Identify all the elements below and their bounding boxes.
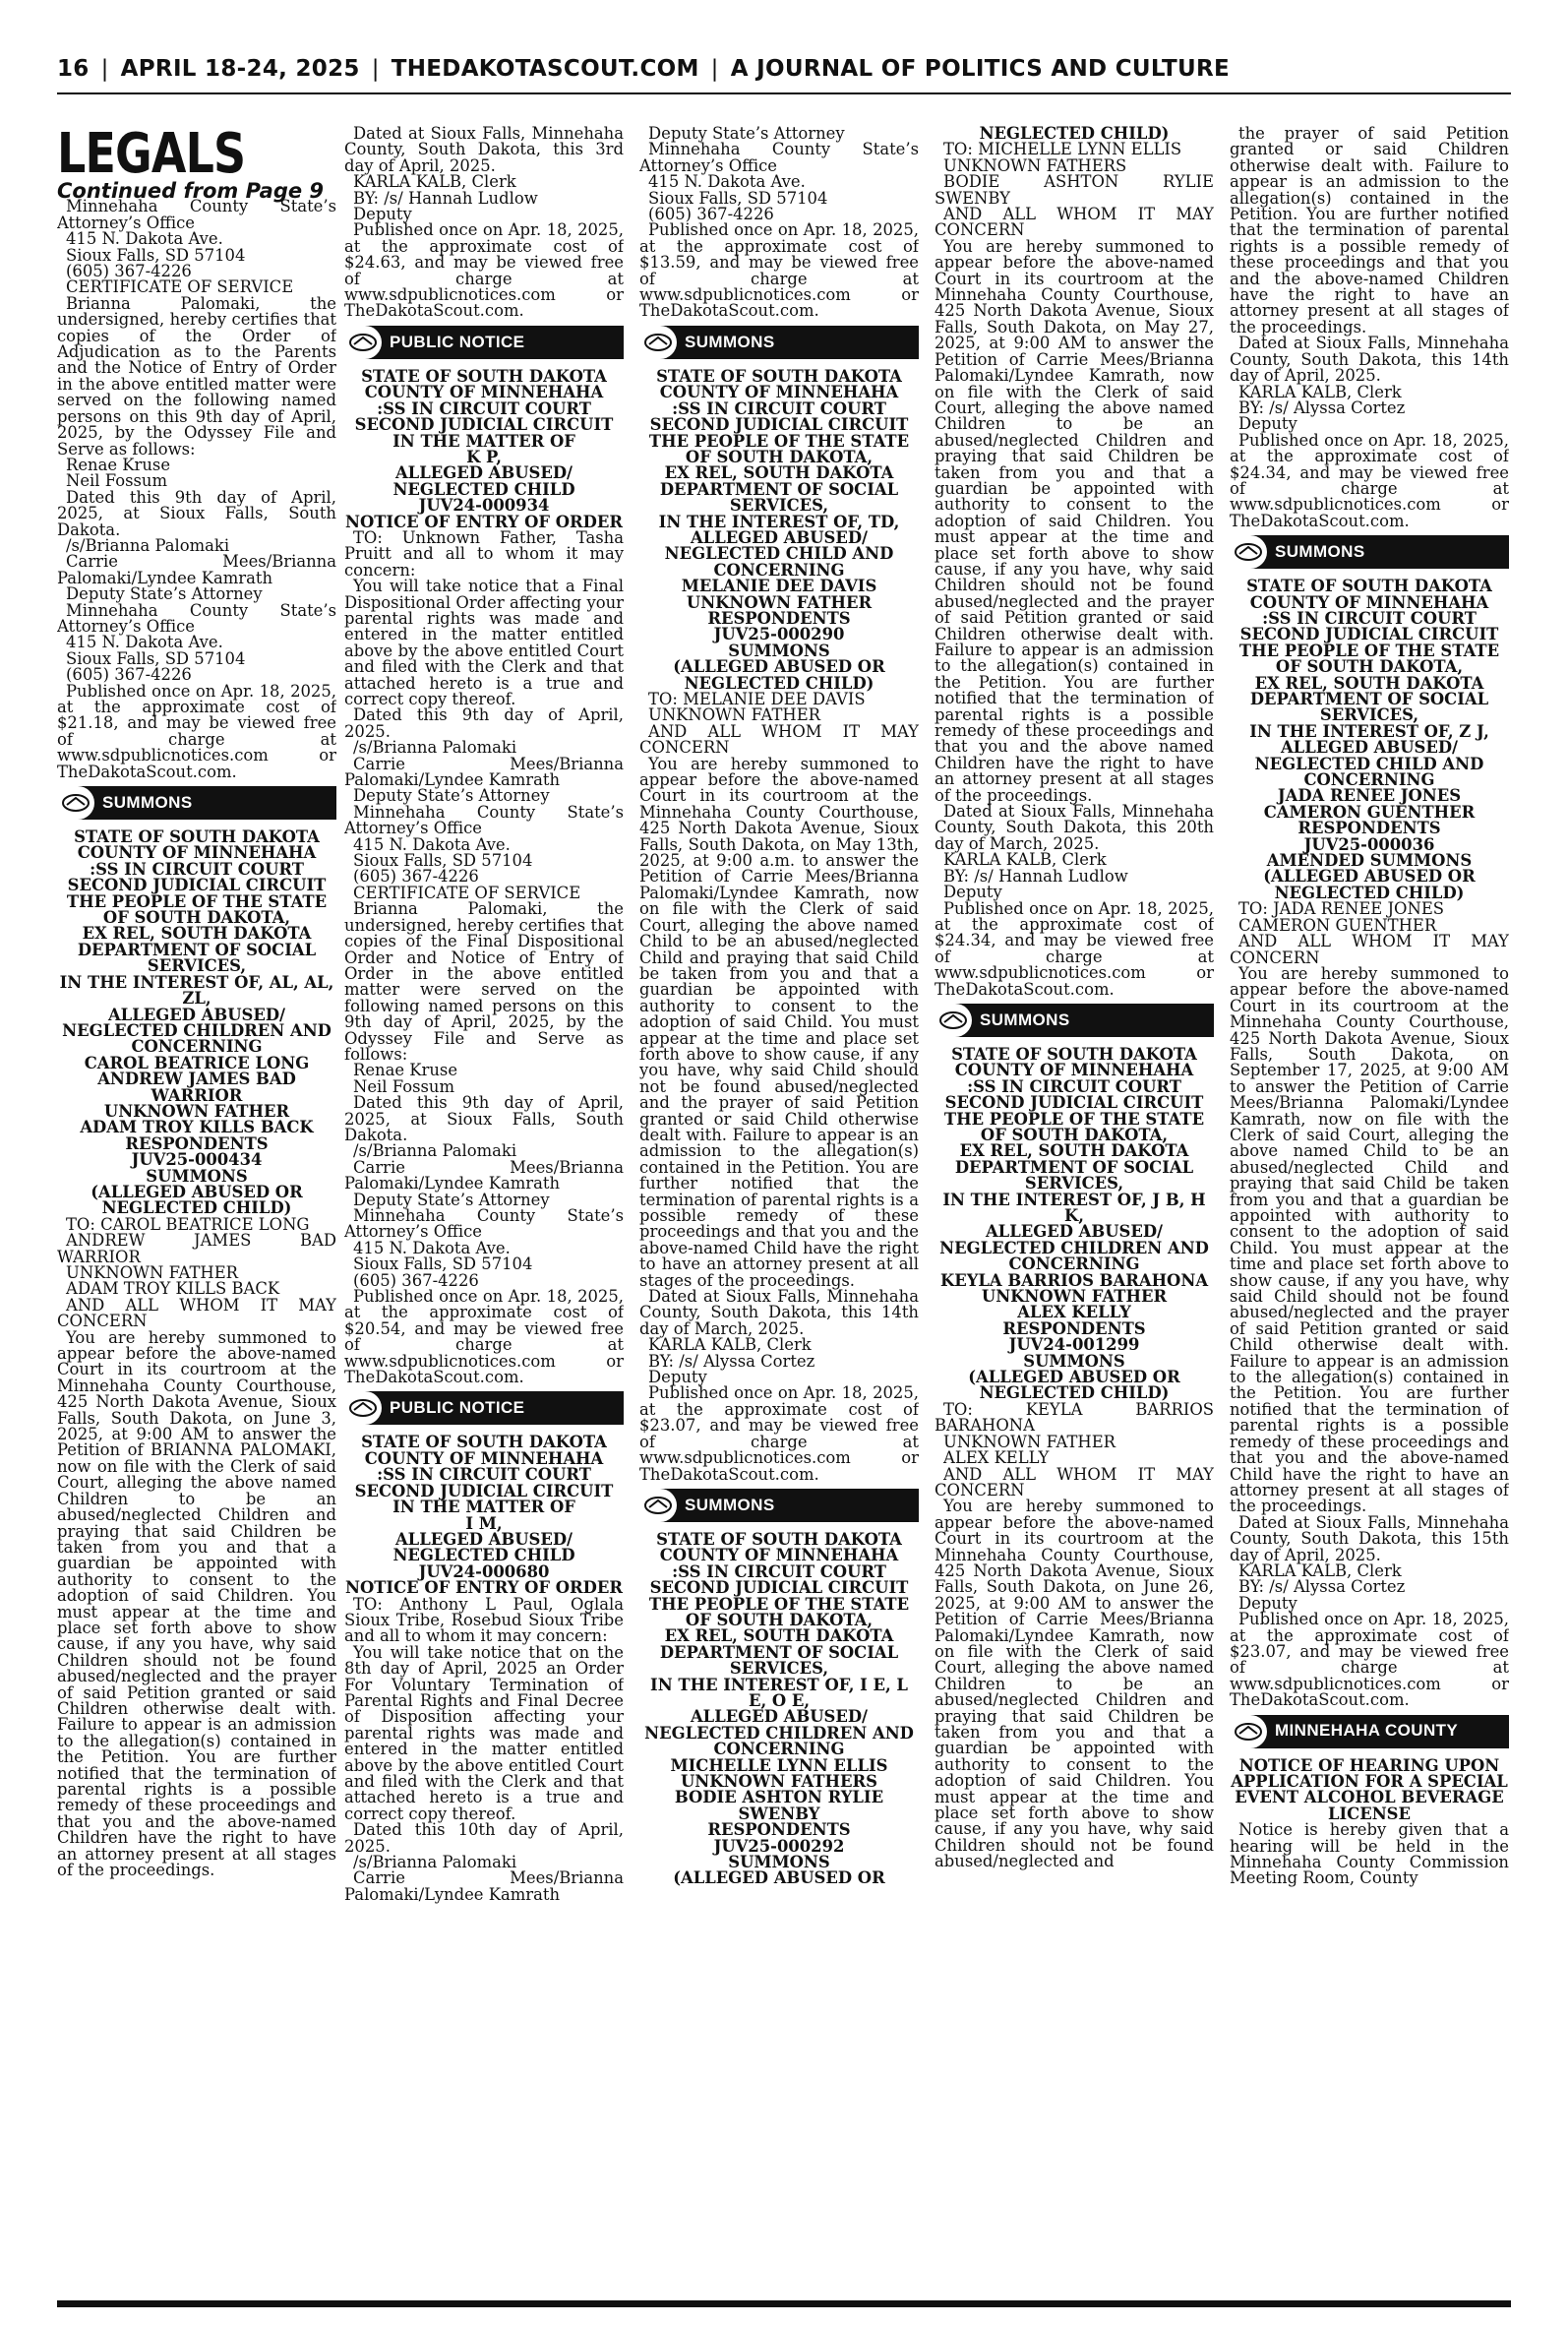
scout-logo-icon — [344, 1391, 382, 1425]
notice-paragraph: Deputy State’s Attorney — [648, 126, 845, 143]
summons-banner — [639, 326, 919, 359]
caption-line: (ALLEGED ABUSED OR NEGLECTED CHILD) — [673, 657, 885, 693]
banner-label: PUBLIC NOTICE — [390, 1398, 525, 1418]
notice-paragraph: Dated this 9th day of April, 2025. — [344, 705, 624, 741]
banner-label: SUMMONS — [102, 792, 193, 812]
caption-line: STATE OF SOUTH DAKOTA — [951, 1044, 1197, 1064]
caption-line: CAMERON GUENTHER — [1263, 802, 1476, 822]
notice-paragraph: Dated this 10th day of April, 2025. — [344, 1820, 624, 1856]
notice-paragraph: Dated this 9th day of April, 2025, at Sioux Falls, South Dakota. — [344, 1093, 624, 1144]
minnehaha-county-banner — [1230, 1715, 1509, 1748]
notice-paragraph: Dated at Sioux Falls, Minnehaha County, South Dakota, this 15th day of April, 2025. — [1230, 1512, 1509, 1564]
caption-line: COUNTY OF MINNEHAHA — [77, 843, 317, 863]
notice-paragraph: 415 N. Dakota Ave. — [66, 633, 223, 652]
caption-line: RESPONDENTS — [1002, 1318, 1146, 1338]
header-separator: | — [710, 56, 719, 82]
caption-line: :SS IN CIRCUIT COURT — [672, 398, 886, 418]
issue-date: APRIL 18-24, 2025 — [120, 56, 360, 82]
notice-paragraph: KARLA KALB, Clerk — [943, 850, 1107, 870]
notice-paragraph: Dated this 9th day of April, 2025, at Sioux Falls, South Dakota. — [57, 487, 336, 539]
caption-line: ADAM TROY KILLS BACK — [80, 1118, 314, 1137]
footer-rule — [57, 2300, 1511, 2307]
notice-caption — [639, 366, 919, 693]
caption-line: SUMMONS — [146, 1166, 248, 1186]
notice-paragraph: ANDREW JAMES BAD WARRIOR — [57, 1231, 336, 1266]
notice-paragraph: Published once on Apr. 18, 2025, at the approximate cost of $24.63, and may be viewed free of charge at www.sdpublicnotices.com or TheDakotaScout.com. — [344, 220, 624, 321]
notice-paragraph: Carrie Mees/Brianna Palomaki/Lyndee Kamrath — [57, 552, 336, 587]
notice-paragraph: Carrie Mees/Brianna Palomaki/Lyndee Kamrath — [344, 1157, 624, 1193]
notice-paragraph: BY: /s/ Hannah Ludlow — [353, 188, 538, 208]
notice-paragraph: Minnehaha County State’s Attorney’s Office — [639, 140, 919, 175]
public-notice-banner — [344, 326, 624, 359]
notice-paragraph: BY: /s/ Alyssa Cortez — [1238, 398, 1406, 417]
notice-paragraph: BODIE ASHTON RYLIE SWENBY — [935, 172, 1214, 208]
notice-paragraph: You are hereby summoned to appear before the above-named Court in its courtroom at the Minnehaha County Courthouse, 425 North Dakota Avenue, Sioux Falls, South Dakota, on June 3, 2025, at 9:00 AM to answer the Petition of BRIANNA PALOMAKI, now on file with the Clerk of said Court, alleging the above named Children to be an abused/neglected Children and praying that said Children be taken from you and that a guardian be appointed with authority to consent to the adoption of said Children. You must appear at the time and place set forth above to show cause, if any you have, why said Children should not be found abused/neglected and the prayer of said Petition granted or said Children otherwise dealt with. Failure to appear is an admission to the allegation(s) contained in the Petition. You are further notified that the termination of parental rights is a possible remedy of these proceedings and that you and the above-named Children have the right to have an attorney present at all stages of the proceedings. — [57, 1327, 336, 1880]
scout-logo-icon — [639, 1489, 677, 1522]
notice-paragraph: Renae Kruse — [353, 1061, 458, 1080]
notice-paragraph: Renae Kruse — [66, 455, 171, 474]
column-2 — [344, 126, 624, 2291]
notice-paragraph: AND ALL WHOM IT MAY CONCERN — [935, 1464, 1214, 1499]
notice-paragraph: Deputy — [1238, 1593, 1297, 1613]
summons-banner — [639, 1489, 919, 1522]
column-5 — [1230, 126, 1509, 2291]
notice-paragraph: BY: /s/ Hannah Ludlow — [943, 866, 1128, 886]
notice-paragraph: Dated at Sioux Falls, Minnehaha County, South Dakota, this 14th day of April, 2025. — [1230, 334, 1509, 386]
caption-line: NEGLECTED CHILD) — [979, 126, 1170, 143]
caption-line: THE PEOPLE OF THE STATE OF SOUTH DAKOTA, — [66, 891, 328, 928]
caption-line: (ALLEGED ABUSED OR NEGLECTED CHILD) — [968, 1368, 1180, 1403]
caption-line: RESPONDENTS — [707, 608, 851, 628]
notice-body — [639, 692, 919, 1483]
caption-line: JUV24-001299 — [1008, 1335, 1140, 1355]
notice-body — [1230, 1822, 1509, 1887]
notice-caption — [1230, 1755, 1509, 1823]
notice-paragraph: (605) 367-4226 — [66, 665, 192, 685]
caption-line: CAROL BEATRICE LONG — [84, 1053, 310, 1072]
caption-line: :SS IN CIRCUIT COURT — [672, 1561, 886, 1581]
notice-paragraph: 415 N. Dakota Ave. — [353, 834, 511, 854]
caption-line: IN THE INTEREST OF, TD, — [658, 512, 900, 531]
section-subtitle: Continued from Page 9 — [57, 179, 325, 203]
notice-body — [639, 126, 919, 320]
notice-body — [57, 199, 336, 780]
caption-line: (ALLEGED ABUSED OR NEGLECTED CHILD) — [90, 1182, 303, 1218]
caption-line: SUMMONS — [728, 1853, 830, 1872]
caption-line: SUMMONS — [1023, 1351, 1125, 1371]
notice-paragraph: Deputy State’s Attorney — [353, 1190, 550, 1209]
scout-logo-icon — [639, 326, 677, 359]
summons-banner — [57, 786, 336, 820]
notice-paragraph: BY: /s/ Alyssa Cortez — [648, 1351, 815, 1371]
notice-paragraph: (605) 367-4226 — [353, 1270, 479, 1290]
notice-paragraph: UNKNOWN FATHER — [943, 1432, 1116, 1451]
notice-body — [344, 126, 624, 320]
notice-paragraph: KARLA KALB, Clerk — [353, 172, 516, 192]
notice-paragraph: Sioux Falls, SD 57104 — [66, 648, 246, 668]
caption-line: RESPONDENTS — [1297, 819, 1441, 838]
notice-paragraph: /s/Brianna Palomaki — [353, 1853, 517, 1872]
notice-body — [935, 142, 1214, 998]
caption-line: COUNTY OF MINNEHAHA — [364, 383, 604, 402]
notice-paragraph: CERTIFICATE OF SERVICE — [66, 277, 294, 297]
notice-paragraph: KARLA KALB, Clerk — [1238, 382, 1402, 401]
scout-logo-icon — [344, 326, 382, 359]
caption-line: :SS IN CIRCUIT COURT — [90, 859, 304, 879]
caption-line: JUV25-000036 — [1303, 834, 1435, 854]
caption-line: IN THE MATTER OF — [392, 431, 575, 451]
banner-label: SUMMONS — [685, 1495, 775, 1514]
caption-line: EX REL, SOUTH DAKOTA DEPARTMENT OF SOCIAL SERVICES, — [954, 1141, 1194, 1193]
caption-line: (ALLEGED ABUSED OR NEGLECTED CHILD) — [1263, 867, 1476, 902]
caption-line: STATE OF SOUTH DAKOTA — [74, 827, 320, 847]
notice-paragraph: You are hereby summoned to appear before the above-named Court in its courtroom at the Minnehaha County Courthouse, 425 North Dakota Avenue, Sioux Falls, South Dakota, on September 17, 2025, at 9:00 AM to answer the Petition of Carrie Mees/Brianna Palomaki/Lyndee Kamrath, now on file with the Clerk of said Court, alleging the above named Child to be an abused/neglected Child and praying that said Child be taken from you and that a guardian be appointed with authority to consent to the adoption of said Child. You must appear at the time and place set forth above to show cause, if any you have, why said Child should not be found abused/neglected and the prayer of said Petition granted or said Child otherwise dealt with. Failure to appear is an admission to the allegation(s) contained in the Petition. You are further notified that the termination of parental rights is a possible remedy of these proceedings and that you and the above-named Child have the right to have an attorney present at all stages of the proceedings. — [1230, 963, 1509, 1516]
caption-line: ALLEGED ABUSED/ NEGLECTED CHILDREN AND CONCERNING — [644, 1707, 914, 1759]
caption-line: JADA RENEE JONES — [1277, 786, 1462, 806]
notice-caption — [1230, 579, 1509, 901]
notice-paragraph: 415 N. Dakota Ave. — [648, 172, 806, 192]
notice-paragraph: Dated at Sioux Falls, Minnehaha County, South Dakota, this 14th day of March, 2025. — [639, 1287, 919, 1338]
notice-paragraph: /s/Brianna Palomaki — [353, 738, 517, 758]
notice-body — [344, 1594, 624, 1904]
caption-line: K P, — [466, 447, 502, 466]
notice-paragraph: (605) 367-4226 — [66, 262, 192, 281]
caption-line: ALLEGED ABUSED/ NEGLECTED CHILDREN AND CONCERNING — [62, 1005, 332, 1057]
banner-label: PUBLIC NOTICE — [390, 332, 525, 351]
notice-paragraph: TO: MELANIE DEE DAVIS — [648, 690, 866, 708]
caption-line: THE PEOPLE OF THE STATE OF SOUTH DAKOTA, — [648, 1594, 910, 1629]
caption-line: SECOND JUDICIAL CIRCUIT — [354, 1481, 614, 1500]
notice-body — [57, 1214, 336, 1880]
caption-line: UNKNOWN FATHER — [981, 1287, 1168, 1307]
section-title: LEGALS — [57, 126, 246, 186]
caption-line: KEYLA BARRIOS BARAHONA — [939, 1270, 1209, 1290]
notice-paragraph: You will take notice that on the 8th day of April, 2025 an Order For Voluntary Termination of Parental Rights and Final Decree of Disposition affecting your parental rights was made and entered in the matter entitled above by the above entitled Court and filed with the Clerk and that attached hereto is a true and correct copy thereof. — [344, 1642, 624, 1823]
page-number: 16 — [57, 56, 90, 82]
caption-line: ANDREW JAMES BAD WARRIOR — [97, 1070, 296, 1105]
scout-logo-icon — [1230, 535, 1267, 569]
caption-line: :SS IN CIRCUIT COURT — [377, 398, 591, 418]
caption-line: COUNTY OF MINNEHAHA — [954, 1061, 1194, 1080]
notice-paragraph: Deputy — [943, 883, 1002, 902]
notice-paragraph: Sioux Falls, SD 57104 — [353, 1254, 533, 1274]
notice-paragraph: BY: /s/ Alyssa Cortez — [1238, 1577, 1406, 1597]
notice-paragraph: TO: CAROL BEATRICE LONG — [66, 1214, 310, 1234]
notice-paragraph: 415 N. Dakota Ave. — [66, 229, 223, 249]
caption-line: EX REL, SOUTH DAKOTA DEPARTMENT OF SOCIAL SERVICES, — [1249, 673, 1489, 725]
caption-line: MICHELLE LYNN ELLIS — [670, 1755, 888, 1775]
notice-paragraph: Minnehaha County State’s Attorney’s Office — [344, 1206, 624, 1242]
notice-paragraph: Sioux Falls, SD 57104 — [648, 188, 828, 208]
public-notice-banner — [344, 1391, 624, 1425]
caption-line: BODIE ASHTON RYLIE SWENBY — [674, 1788, 884, 1823]
notice-paragraph: Published once on Apr. 18, 2025, at the approximate cost of $13.59, and may be viewed free of charge at www.sdpublicnotices.com or TheDakotaScout.com. — [639, 220, 919, 321]
caption-line: COUNTY OF MINNEHAHA — [659, 383, 899, 402]
caption-line: RESPONDENTS — [707, 1820, 851, 1840]
notice-paragraph: Published once on Apr. 18, 2025, at the approximate cost of $20.54, and may be viewed free of charge at www.sdpublicnotices.com or TheDakotaScout.com. — [344, 1287, 624, 1387]
notice-caption — [935, 1044, 1214, 1403]
caption-line: JUV25-000292 — [713, 1836, 845, 1856]
notice-paragraph: KARLA KALB, Clerk — [648, 1335, 812, 1355]
caption-line: THE PEOPLE OF THE STATE OF SOUTH DAKOTA, — [1238, 641, 1500, 677]
caption-line: STATE OF SOUTH DAKOTA — [1246, 577, 1492, 596]
site-name: THEDAKOTASCOUT.COM — [391, 56, 699, 82]
notice-paragraph: AND ALL WHOM IT MAY CONCERN — [935, 205, 1214, 240]
caption-line: COUNTY OF MINNEHAHA — [364, 1448, 604, 1468]
notice-paragraph: Deputy — [1238, 414, 1297, 434]
caption-line: IN THE INTEREST OF, J B, H K, — [942, 1190, 1206, 1225]
caption-line: (ALLEGED ABUSED OR — [673, 1868, 885, 1888]
notice-paragraph: UNKNOWN FATHER — [66, 1263, 238, 1282]
summons-banner — [935, 1004, 1214, 1037]
notice-paragraph: Deputy State’s Attorney — [353, 786, 550, 806]
caption-line: JUV24-000680 — [418, 1561, 550, 1581]
notice-caption — [57, 829, 336, 1217]
banner-label: SUMMONS — [1275, 541, 1365, 561]
notice-paragraph: UNKNOWN FATHERS — [943, 155, 1127, 175]
header-rule — [57, 92, 1511, 94]
caption-line: I M, — [465, 1513, 503, 1533]
caption-line: RESPONDENTS — [125, 1133, 269, 1153]
notice-paragraph: TO: KEYLA BARRIOS BARAHONA — [935, 1399, 1214, 1436]
caption-line: NOTICE OF ENTRY OF ORDER — [344, 512, 624, 531]
caption-line: JUV24-000934 — [418, 496, 550, 516]
caption-line: ALLEGED ABUSED/ NEGLECTED CHILD — [392, 463, 575, 499]
caption-line: THE PEOPLE OF THE STATE OF SOUTH DAKOTA, — [648, 431, 910, 466]
notice-paragraph: Sioux Falls, SD 57104 — [66, 245, 246, 265]
caption-line: SECOND JUDICIAL CIRCUIT — [1239, 625, 1499, 644]
notice-paragraph: Carrie Mees/Brianna Palomaki/Lyndee Kamrath — [344, 1868, 624, 1904]
notice-paragraph: Brianna Palomaki, the undersigned, hereby certifies that copies of the Order of Adjudication as to the Parents and the Notice of Entry of Order in the above entitled matter were served on the following named persons on this 9th day of April, 2025, by the Odyssey File and Serve as follows: — [57, 293, 336, 459]
caption-line: ALLEGED ABUSED/ NEGLECTED CHILD — [392, 1529, 575, 1565]
notice-body — [344, 527, 624, 1387]
column-1 — [57, 126, 336, 2291]
caption-line: EX REL, SOUTH DAKOTA DEPARTMENT OF SOCIAL SERVICES, — [659, 1626, 899, 1679]
caption-line: ALLEGED ABUSED/ NEGLECTED CHILDREN AND CONCERNING — [939, 1222, 1209, 1274]
caption-line: EX REL, SOUTH DAKOTA DEPARTMENT OF SOCIAL SERVICES, — [77, 924, 317, 976]
caption-line: ALLEGED ABUSED/ NEGLECTED CHILD AND CONCERNING — [1254, 738, 1484, 790]
notice-paragraph: CAMERON GUENTHER — [1238, 915, 1437, 935]
banner-label: MINNEHAHA COUNTY — [1275, 1721, 1459, 1741]
caption-line: UNKNOWN FATHERS — [680, 1772, 877, 1791]
notice-paragraph: ADAM TROY KILLS BACK — [66, 1279, 280, 1299]
notice-caption — [639, 1529, 919, 1888]
notice-paragraph: Deputy State’s Attorney — [66, 584, 263, 604]
caption-line: IN THE INTEREST OF, Z J, — [1249, 721, 1489, 741]
caption-line: :SS IN CIRCUIT COURT — [377, 1465, 591, 1485]
caption-line: SECOND JUDICIAL CIRCUIT — [354, 415, 614, 435]
summons-banner — [1230, 535, 1509, 569]
caption-line: NOTICE OF ENTRY OF ORDER — [344, 1578, 624, 1598]
caption-line: ALLEGED ABUSED/ NEGLECTED CHILD AND CONCERNING — [664, 527, 894, 580]
notice-body — [1230, 901, 1509, 1708]
caption-line: JUV25-000290 — [713, 625, 845, 644]
notice-paragraph: (605) 367-4226 — [648, 205, 774, 224]
notice-paragraph: /s/Brianna Palomaki — [353, 1141, 517, 1161]
notice-paragraph: AND ALL WHOM IT MAY CONCERN — [57, 1295, 336, 1331]
page-header — [57, 49, 1511, 89]
caption-line: IN THE INTEREST OF, AL, AL, ZL, — [59, 972, 334, 1009]
notice-paragraph: Dated at Sioux Falls, Minnehaha County, South Dakota, this 20th day of March, 2025. — [935, 802, 1214, 853]
notice-paragraph: KARLA KALB, Clerk — [1238, 1560, 1402, 1580]
notice-paragraph: Published once on Apr. 18, 2025, at the approximate cost of $24.34, and may be viewed free of charge at www.sdpublicnotices.com or TheDakotaScout.com. — [935, 898, 1214, 999]
notice-paragraph: Published once on Apr. 18, 2025, at the approximate cost of $23.07, and may be viewed free of charge at www.sdpublicnotices.com or TheDakotaScout.com. — [639, 1383, 919, 1484]
caption-line: STATE OF SOUTH DAKOTA — [361, 1433, 607, 1452]
caption-line: SECOND JUDICIAL CIRCUIT — [649, 1578, 909, 1598]
caption-line: AMENDED SUMMONS — [1266, 851, 1473, 871]
notice-paragraph: You are hereby summoned to appear before the above-named Court in its courtroom at the Minnehaha County Courthouse, 425 North Dakota Avenue, Sioux Falls, South Dakota, on May 27, 2025, at 9:00 AM to answer the Petition of Carrie Mees/Brianna Palomaki/Lyndee Kamrath, now on file with the Clerk of said Court, alleging the above named Children to be an abused/neglected Children and praying that said Children be taken from you and that a guardian be appointed with authority to consent to the adoption of said Children. You must appear at the time and place set forth above to show cause, if any you have, why said Children should not be found abused/neglected and the prayer of said Petition granted or said Children otherwise dealt with. Failure to appear is an admission to the allegation(s) contained in the Petition. You are further notified that the termination of parental rights is a possible remedy of these proceedings and that you and the above named Children have the right to have an attorney present at all stages of the proceedings. — [935, 236, 1214, 805]
notice-caption — [344, 1435, 624, 1596]
scout-logo-icon — [1230, 1715, 1267, 1748]
notice-paragraph: TO: JADA RENEE JONES — [1238, 899, 1445, 919]
column-4 — [935, 126, 1214, 2291]
banner-label: SUMMONS — [685, 332, 775, 351]
caption-line: SUMMONS — [728, 641, 830, 660]
notice-paragraph: You will take notice that a Final Dispositional Order affecting your parental rights was made and entered in the matter entitled above by the above entitled Court and filed with the Clerk and that attached hereto is a true and correct copy thereof. — [344, 577, 624, 708]
notice-paragraph: /s/Brianna Palomaki — [66, 535, 230, 555]
notice-paragraph: Notice is hereby given that a hearing will be held in the Minnehaha County Commission Meeting Room, County — [1230, 1820, 1509, 1888]
caption-line: STATE OF SOUTH DAKOTA — [656, 366, 902, 386]
caption-line: COUNTY OF MINNEHAHA — [659, 1546, 899, 1565]
caption-line: SECOND JUDICIAL CIRCUIT — [67, 876, 327, 895]
caption-line: MELANIE DEE DAVIS — [681, 577, 877, 596]
header-separator: | — [100, 56, 109, 82]
notice-paragraph: Neil Fossum — [353, 1076, 455, 1096]
caption-line: EX REL, SOUTH DAKOTA DEPARTMENT OF SOCIAL SERVICES, — [659, 463, 899, 516]
caption-line: STATE OF SOUTH DAKOTA — [361, 366, 607, 386]
notice-paragraph: Dated at Sioux Falls, Minnehaha County, South Dakota, this 3rd day of April, 2025. — [344, 126, 624, 175]
notice-paragraph: ALEX KELLY — [943, 1448, 1050, 1468]
notice-paragraph: Brianna Palomaki, the undersigned, hereby certifies that copies of the Final Dispositional Order and Notice of Entry of Order in the above entitled matter were served on the following named persons on this 9th day of April, 2025, by the Odyssey File and Serve as follows: — [344, 899, 624, 1064]
scout-logo-icon — [57, 786, 94, 820]
notice-paragraph: Published once on Apr. 18, 2025, at the approximate cost of $21.18, and may be viewed free of charge at www.sdpublicnotices.com or TheDakotaScout.com. — [57, 681, 336, 781]
caption-line: :SS IN CIRCUIT COURT — [1262, 608, 1477, 628]
notice-paragraph: UNKNOWN FATHER — [648, 705, 820, 725]
caption-line: ALEX KELLY — [1017, 1303, 1131, 1322]
notice-paragraph: You are hereby summoned to appear before the above-named Court in its courtroom at the Minnehaha County Courthouse, 425 North Dakota Avenue, Sioux Falls, South Dakota, on May 13th, 2025, at 9:00 a.m. to answer the Petition of Carrie Mees/Brianna Palomaki/Lyndee Kamrath, now on file with the Clerk of said Court, alleging the above named Child to be an abused/neglected Child and praying that said Child be taken from you and that a guardian be appointed with authority to consent to the adoption of said Child. You must appear at the time and place set forth above to show cause, if any you have, why said Child should not be found abused/neglected and the prayer of said Petition granted or said Child otherwise dealt with. Failure to appear is an admission to the allegation(s) contained in the Petition. You are further notified that the termination of parental rights is a possible remedy of these proceedings and that you and the above-named Child have the right to have an attorney present at all stages of the proceedings. — [639, 754, 919, 1290]
notice-body — [1230, 126, 1509, 529]
notice-paragraph: Carrie Mees/Brianna Palomaki/Lyndee Kamrath — [344, 754, 624, 790]
caption-line: JUV25-000434 — [131, 1150, 263, 1170]
header-separator: | — [371, 56, 380, 82]
notice-paragraph: Minnehaha County State’s Attorney’s Office — [344, 802, 624, 838]
caption-line: THE PEOPLE OF THE STATE OF SOUTH DAKOTA, — [943, 1109, 1205, 1144]
notice-paragraph: 415 N. Dakota Ave. — [353, 1238, 511, 1257]
notice-paragraph: TO: MICHELLE LYNN ELLIS — [943, 140, 1182, 159]
tagline: A JOURNAL OF POLITICS AND CULTURE — [730, 56, 1231, 82]
notice-paragraph: Deputy — [353, 205, 412, 224]
caption-line: UNKNOWN FATHER — [103, 1101, 290, 1121]
banner-label: SUMMONS — [980, 1010, 1070, 1029]
notice-paragraph: Minnehaha County State’s Attorney’s Office — [57, 197, 336, 232]
notice-paragraph: Sioux Falls, SD 57104 — [353, 851, 533, 871]
notice-paragraph: CERTIFICATE OF SERVICE — [353, 883, 581, 902]
notice-paragraph: Published once on Apr. 18, 2025, at the approximate cost of $23.07, and may be viewed free of charge at www.sdpublicnotices.com or TheDakotaScout.com. — [1230, 1610, 1509, 1710]
caption-line: :SS IN CIRCUIT COURT — [967, 1076, 1181, 1096]
notice-paragraph: TO: Anthony L Paul, Oglala Sioux Tribe, Rosebud Sioux Tribe and all to whom it may concern: — [344, 1594, 624, 1646]
notice-caption — [344, 366, 624, 531]
notice-paragraph: Minnehaha County State’s Attorney’s Office — [57, 600, 336, 636]
notice-paragraph: the prayer of said Petition granted or said Children otherwise dealt with. Failure to appear is an admission to the allegation(s) contained in the Petition. You are further notified that the termination of parental rights is a possible remedy of these proceedings and that you and the above-named Children have the right to have an attorney present at all stages of the proceedings. — [1230, 126, 1509, 337]
caption-line: UNKNOWN FATHER — [686, 592, 873, 612]
notice-paragraph: AND ALL WHOM IT MAY CONCERN — [639, 721, 919, 758]
caption-line: STATE OF SOUTH DAKOTA — [656, 1529, 902, 1549]
caption-line: COUNTY OF MINNEHAHA — [1249, 592, 1489, 612]
notice-paragraph: Neil Fossum — [66, 471, 168, 491]
caption-line: IN THE INTEREST OF, I E, L E, O E, — [650, 1675, 908, 1710]
scout-logo-icon — [935, 1004, 972, 1037]
notice-paragraph: AND ALL WHOM IT MAY CONCERN — [1230, 932, 1509, 967]
notice-paragraph: Deputy — [648, 1368, 707, 1387]
column-3 — [639, 126, 919, 2291]
caption-line: NOTICE OF HEARING UPON APPLICATION FOR A SPECIAL EVENT ALCOHOL BEVERAGE LICENSE — [1231, 1755, 1508, 1823]
caption-line: SECOND JUDICIAL CIRCUIT — [944, 1093, 1204, 1113]
notice-paragraph: You are hereby summoned to appear before the above-named Court in its courtroom at the Minnehaha County Courthouse, 425 North Dakota Avenue, Sioux Falls, South Dakota, on June 26, 2025, at 9:00 AM to answer the Petition of Carrie Mees/Brianna Palomaki/Lyndee Kamrath, now on file with the Clerk of said Court, alleging the above named Children to be an abused/neglected Children and praying that said Children be taken from you and that a guardian be appointed with authority to consent to the adoption of said Children. You must appear at the time and place set forth above to show cause, if any you have, why said Children should not be found abused/neglected and — [935, 1497, 1214, 1871]
notice-paragraph: TO: Unknown Father, Tasha Pruitt and all to whom it may concern: — [344, 527, 624, 580]
caption-line: IN THE MATTER OF — [392, 1498, 575, 1517]
notice-paragraph: (605) 367-4226 — [353, 867, 479, 887]
caption-line: SECOND JUDICIAL CIRCUIT — [649, 415, 909, 435]
notice-body — [935, 1399, 1214, 1871]
notice-paragraph: Published once on Apr. 18, 2025, at the approximate cost of $24.34, and may be viewed free of charge at www.sdpublicnotices.com or TheDakotaScout.com. — [1230, 430, 1509, 530]
